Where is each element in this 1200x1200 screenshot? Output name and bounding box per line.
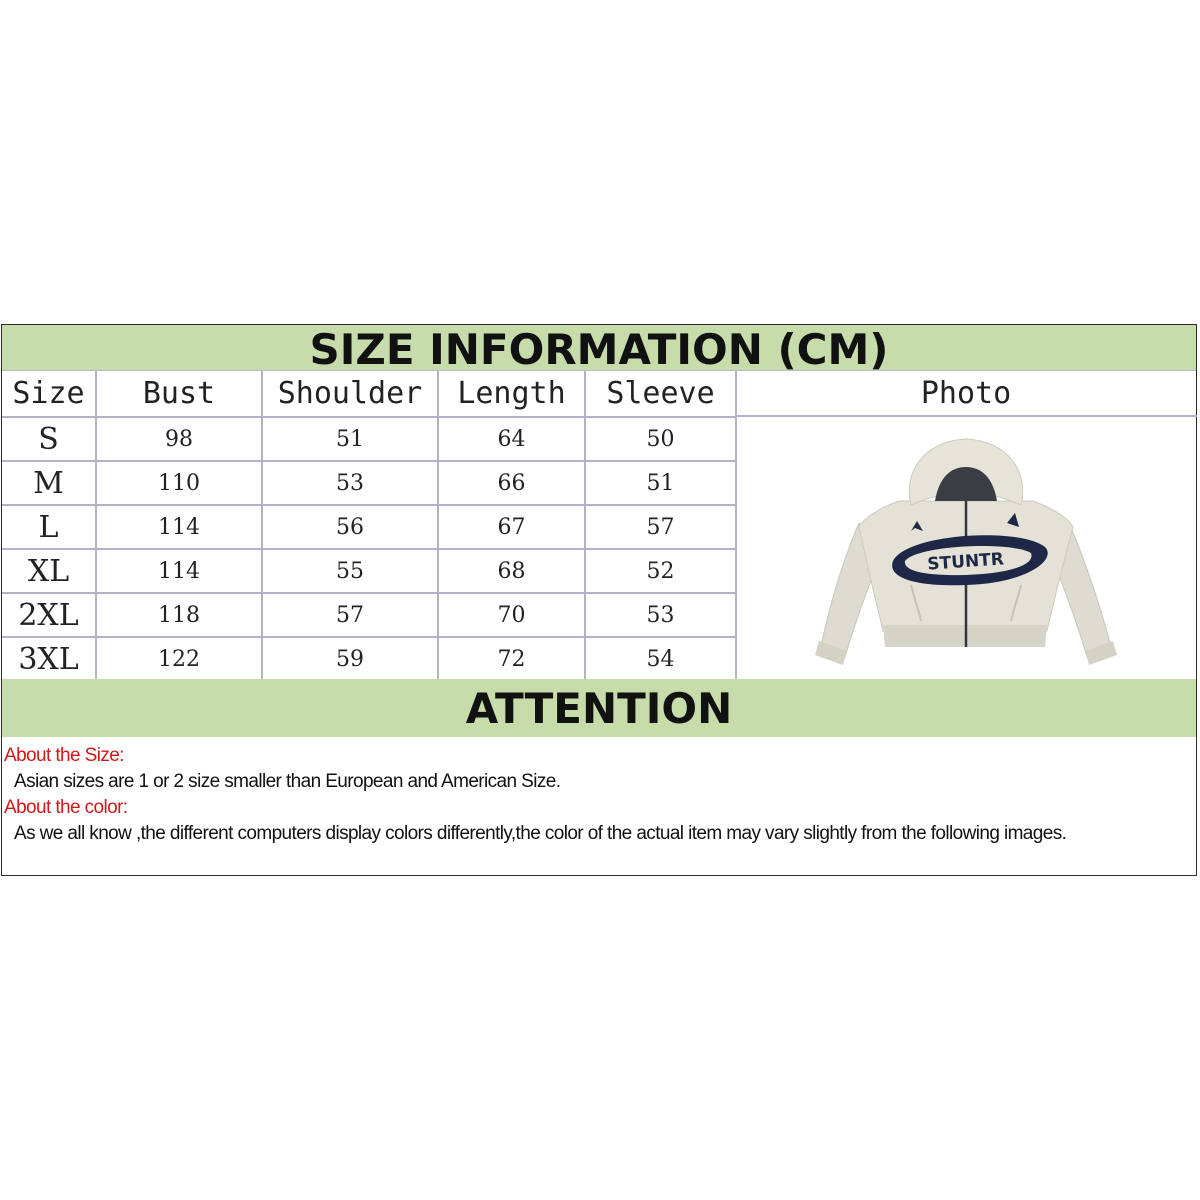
zip-hoodie-image bbox=[735, 417, 1197, 679]
size-label-cell: M bbox=[2, 461, 96, 505]
bust-cell: 98 bbox=[96, 417, 262, 461]
table-row bbox=[2, 505, 736, 549]
size-note-heading: About the Size: bbox=[4, 745, 124, 766]
table-row bbox=[2, 417, 736, 461]
bust-cell: 114 bbox=[96, 549, 262, 593]
table-row bbox=[2, 637, 736, 681]
size-label-cell: 2XL bbox=[2, 593, 96, 637]
photo-column-header: Photo bbox=[735, 371, 1197, 417]
table-header-row bbox=[2, 371, 736, 417]
length-cell: 64 bbox=[438, 417, 585, 461]
sleeve-cell: 52 bbox=[585, 549, 736, 593]
attention-notes bbox=[4, 743, 1194, 847]
length-cell: 66 bbox=[438, 461, 585, 505]
size-information-title: SIZE INFORMATION (CM) bbox=[2, 325, 1196, 371]
size-chart bbox=[1, 324, 1197, 876]
bust-cell: 118 bbox=[96, 593, 262, 637]
length-cell: 70 bbox=[438, 593, 585, 637]
sleeve-cell: 53 bbox=[585, 593, 736, 637]
table-row bbox=[2, 593, 736, 637]
shoulder-cell: 59 bbox=[262, 637, 438, 681]
product-photo bbox=[735, 417, 1197, 679]
length-cell: 72 bbox=[438, 637, 585, 681]
size-note-text: Asian sizes are 1 or 2 size smaller than European and American Size. bbox=[14, 771, 561, 792]
size-label-cell: 3XL bbox=[2, 637, 96, 681]
hoodie-logo-text: STUNTR bbox=[926, 549, 1005, 575]
shoulder-cell: 57 bbox=[262, 593, 438, 637]
length-cell: 67 bbox=[438, 505, 585, 549]
size-label-cell: S bbox=[2, 417, 96, 461]
size-label-cell: L bbox=[2, 505, 96, 549]
table-row bbox=[2, 461, 736, 505]
size-label-cell: XL bbox=[2, 549, 96, 593]
shoulder-cell: 51 bbox=[262, 417, 438, 461]
column-header-size: Size bbox=[2, 371, 96, 417]
shoulder-cell: 53 bbox=[262, 461, 438, 505]
color-note-heading: About the color: bbox=[4, 797, 128, 818]
column-header-shoulder: Shoulder bbox=[262, 371, 438, 417]
column-header-sleeve: Sleeve bbox=[585, 371, 736, 417]
shoulder-cell: 56 bbox=[262, 505, 438, 549]
attention-heading: ATTENTION bbox=[2, 679, 1196, 737]
shoulder-cell: 55 bbox=[262, 549, 438, 593]
column-header-bust: Bust bbox=[96, 371, 262, 417]
sleeve-cell: 50 bbox=[585, 417, 736, 461]
sleeve-cell: 51 bbox=[585, 461, 736, 505]
sleeve-cell: 57 bbox=[585, 505, 736, 549]
size-table bbox=[2, 371, 737, 682]
bust-cell: 122 bbox=[96, 637, 262, 681]
sleeve-cell: 54 bbox=[585, 637, 736, 681]
table-row bbox=[2, 549, 736, 593]
length-cell: 68 bbox=[438, 549, 585, 593]
bust-cell: 114 bbox=[96, 505, 262, 549]
column-header-length: Length bbox=[438, 371, 585, 417]
bust-cell: 110 bbox=[96, 461, 262, 505]
color-note-text: As we all know ,the different computers display colors differently,the color of the actual item may vary slightly from the following images. bbox=[14, 823, 1067, 844]
